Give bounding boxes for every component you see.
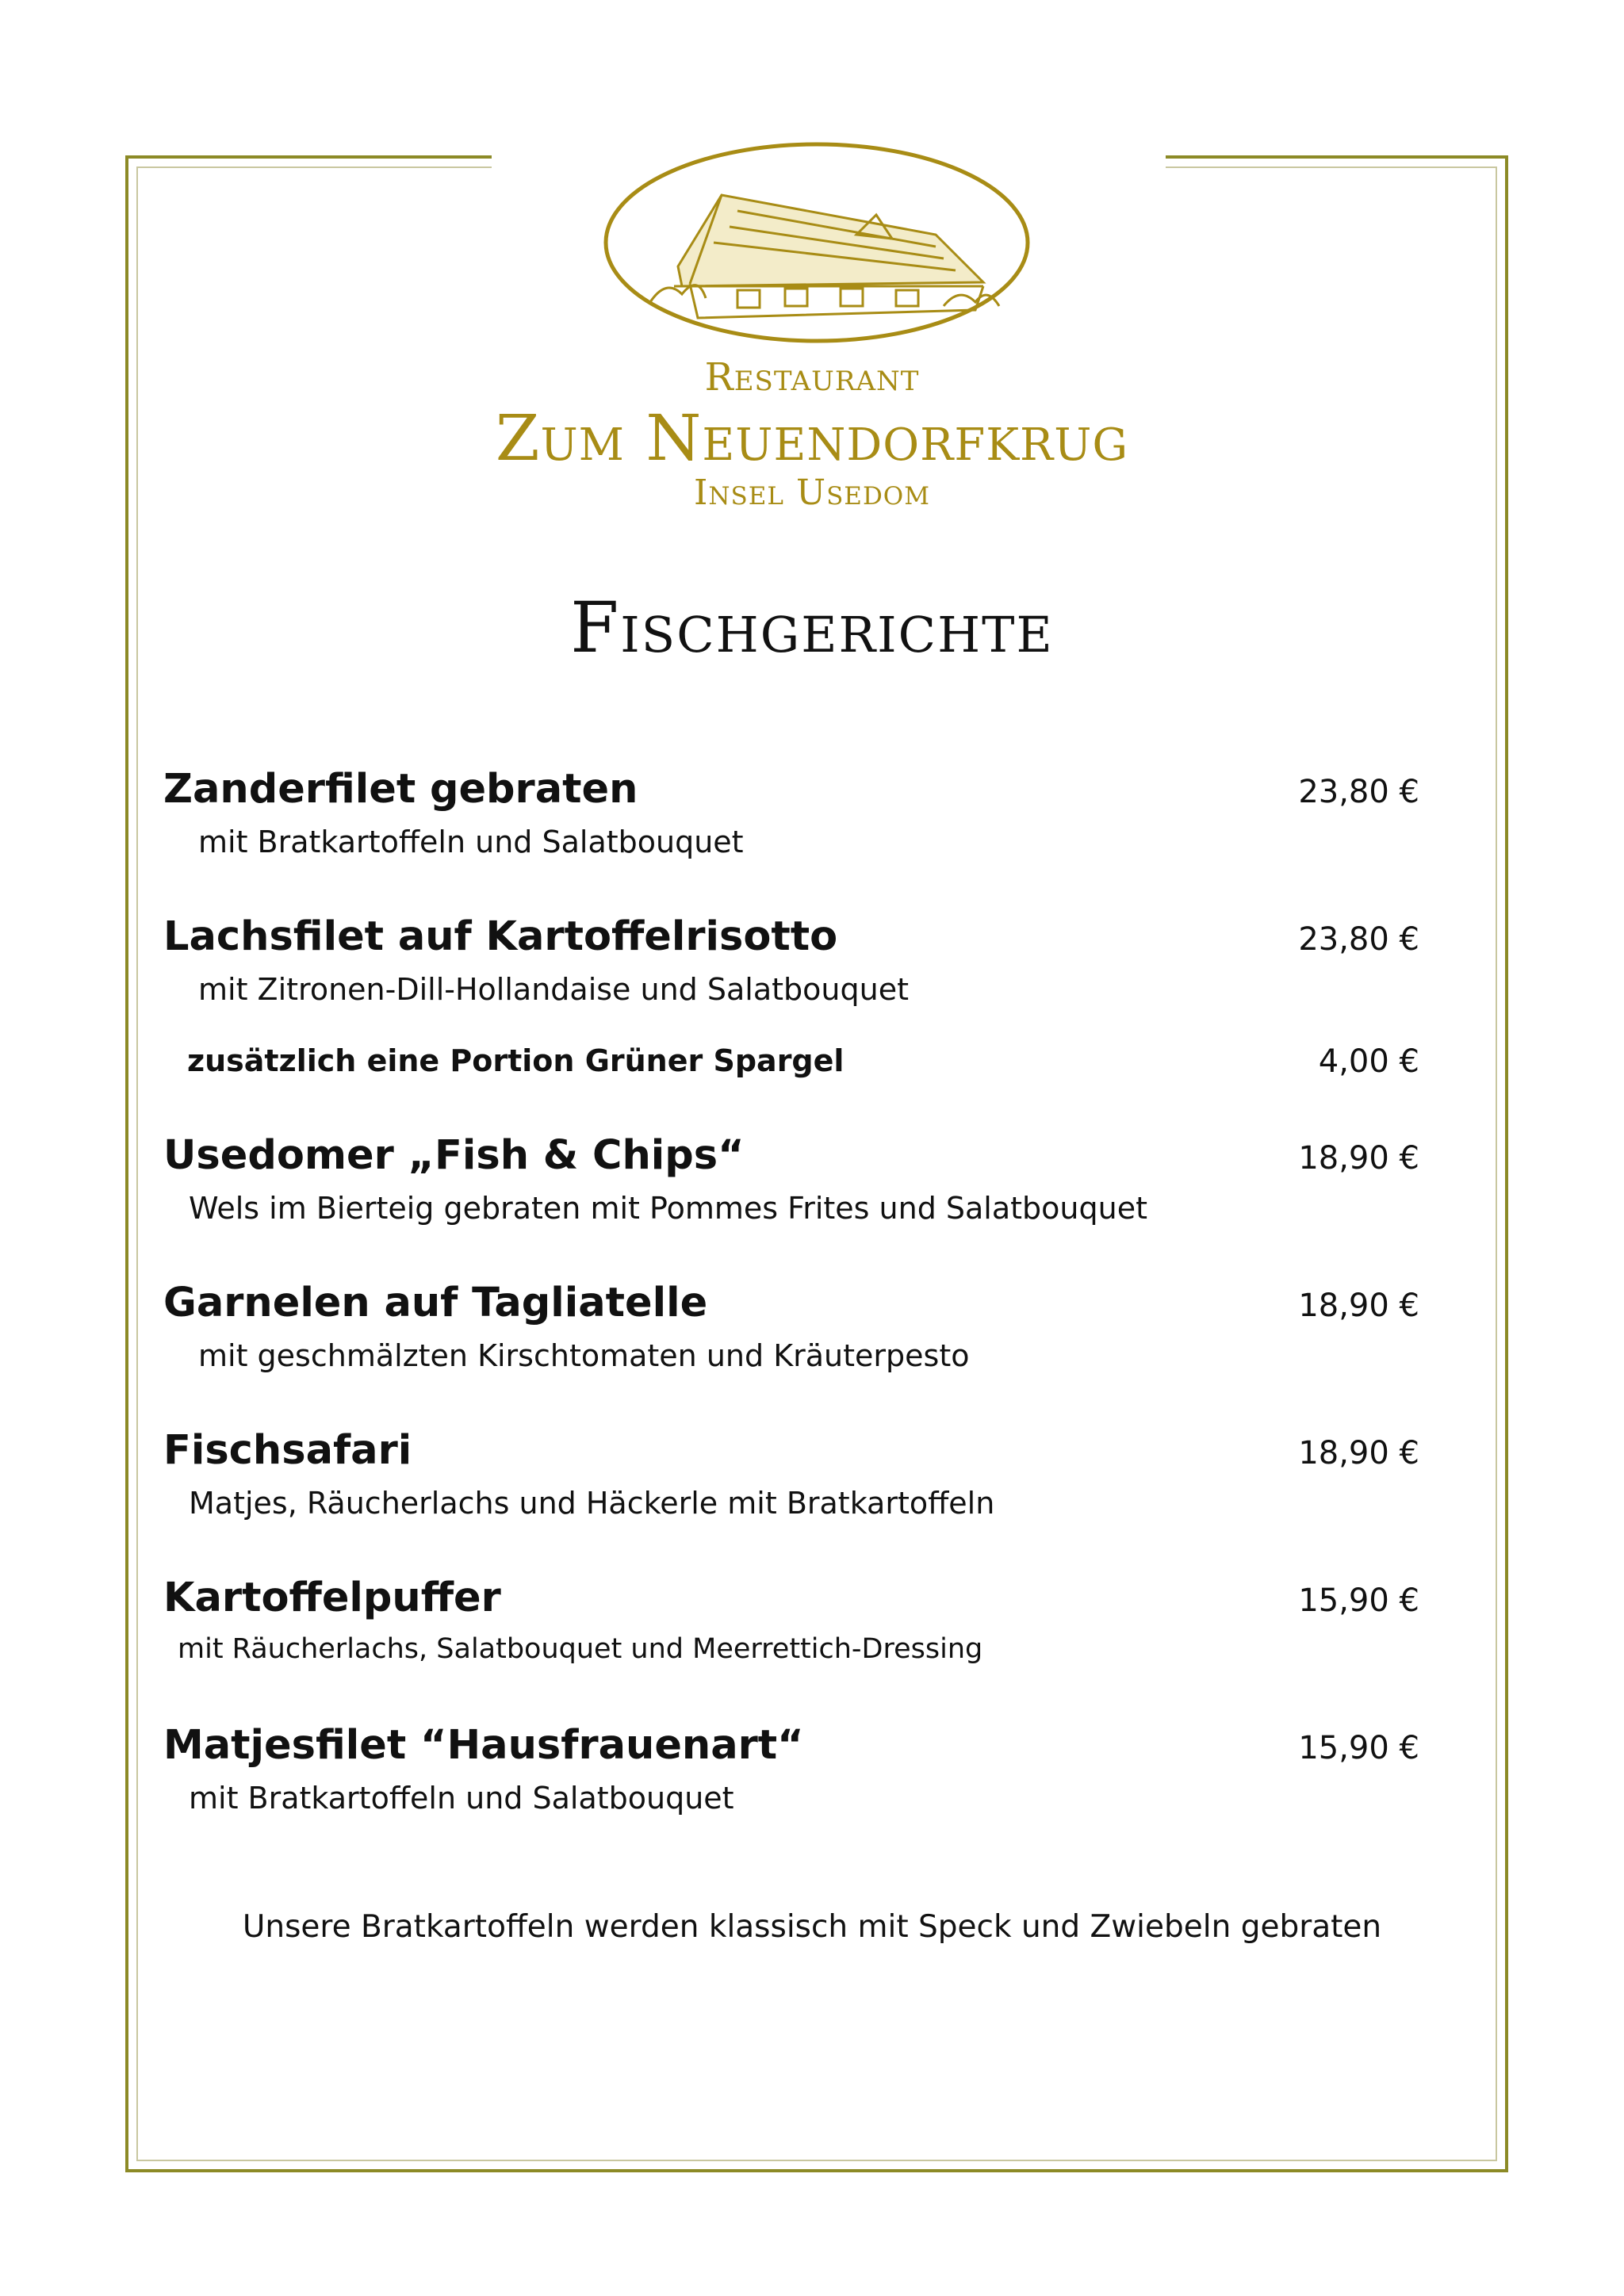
- brand-location: Insel Usedom: [694, 473, 930, 513]
- item-description: mit geschmälzten Kirschtomaten und Kräuterpesto: [198, 1338, 970, 1373]
- item-name: Matjesfilet “Hausfrauenart“: [163, 1722, 804, 1769]
- farmhouse-logo-icon: [603, 140, 1031, 346]
- item-price: 23,80 €: [1298, 921, 1419, 958]
- item-name: Zanderfilet gebraten: [163, 766, 638, 813]
- item-description: mit Bratkartoffeln und Salatbouquet: [198, 825, 744, 859]
- item-description: Wels im Bierteig gebraten mit Pommes Frites und Salatbouquet: [189, 1191, 1147, 1226]
- item-price: 18,90 €: [1298, 1140, 1419, 1177]
- item-name: Fischsafari: [163, 1427, 412, 1474]
- footnote: Unsere Bratkartoffeln werden klassisch mit Speck und Zwiebeln gebraten: [242, 1909, 1382, 1945]
- item-description: mit Räucherlachs, Salatbouquet und Meerrettich-Dressing: [178, 1633, 983, 1665]
- item-price: 15,90 €: [1298, 1582, 1419, 1619]
- brand-restaurant: Restaurant: [704, 355, 920, 400]
- item-name: Lachsfilet auf Kartoffelrisotto: [163, 913, 838, 960]
- item-description: mit Bratkartoffeln und Salatbouquet: [189, 1781, 734, 1816]
- extra-price: 4,00 €: [1318, 1043, 1419, 1080]
- item-price: 15,90 €: [1298, 1730, 1419, 1766]
- item-name: Usedomer „Fish & Chips“: [163, 1132, 745, 1179]
- item-description: Matjes, Räucherlachs und Häckerle mit Bratkartoffeln: [189, 1486, 995, 1521]
- item-price: 18,90 €: [1298, 1288, 1419, 1324]
- item-price: 18,90 €: [1298, 1435, 1419, 1471]
- section-title: Fischgerichte: [570, 587, 1054, 668]
- item-price: 23,80 €: [1298, 774, 1419, 810]
- item-name: Garnelen auf Tagliatelle: [163, 1280, 708, 1326]
- extra-name: zusätzlich eine Portion Grüner Spargel: [187, 1043, 845, 1078]
- brand-name: Zum Neuendorfkrug: [495, 401, 1129, 475]
- item-description: mit Zitronen-Dill-Hollandaise und Salatbouquet: [198, 972, 909, 1007]
- item-name: Kartoffelpuffer: [163, 1575, 501, 1621]
